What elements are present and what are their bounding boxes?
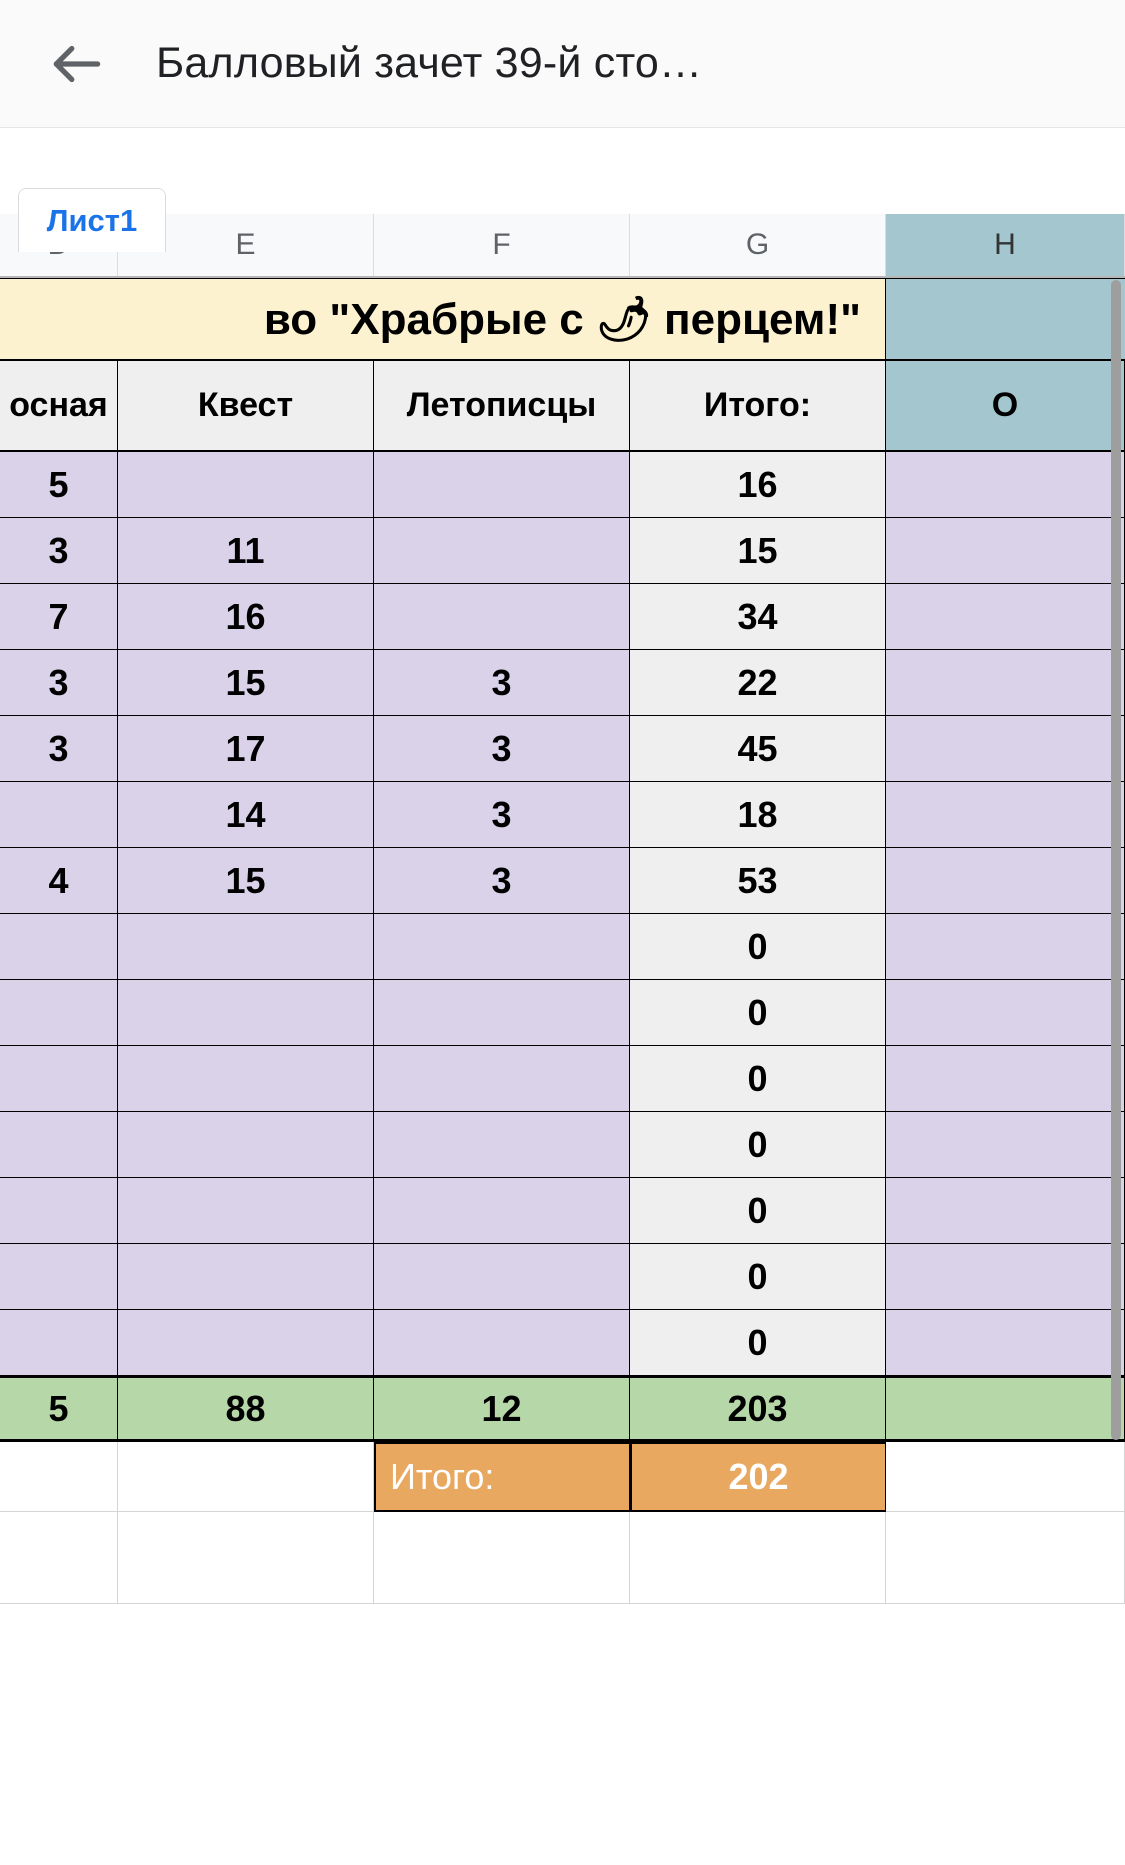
cell-e[interactable]: 17: [118, 716, 374, 782]
cell-h[interactable]: [886, 848, 1125, 914]
cell-g[interactable]: 0: [630, 1046, 886, 1112]
empty-cell-h[interactable]: [886, 1512, 1125, 1604]
table-header-h[interactable]: О: [886, 360, 1125, 452]
blank-cell-e[interactable]: [118, 1442, 374, 1512]
empty-cell-d[interactable]: [0, 1512, 118, 1604]
cell-g[interactable]: 34: [630, 584, 886, 650]
cell-f[interactable]: [374, 914, 630, 980]
cell-d[interactable]: 7: [0, 584, 118, 650]
cell-h[interactable]: [886, 1046, 1125, 1112]
table-row[interactable]: [0, 1310, 1125, 1376]
blank-cell-h[interactable]: [886, 1442, 1125, 1512]
cell-h[interactable]: [886, 1244, 1125, 1310]
table-row[interactable]: [0, 848, 1125, 914]
sheet-tab-strip: [0, 128, 1125, 238]
cell-d[interactable]: 5: [0, 452, 118, 518]
cell-e[interactable]: 14: [118, 782, 374, 848]
cell-f[interactable]: [374, 980, 630, 1046]
cell-e[interactable]: [118, 914, 374, 980]
grand-total-row[interactable]: [0, 1442, 1125, 1512]
cell-g[interactable]: 0: [630, 1112, 886, 1178]
cell-e[interactable]: [118, 1046, 374, 1112]
banner-title[interactable]: во "Храбрые с 🌶 перцем!": [0, 278, 886, 360]
cell-e[interactable]: [118, 452, 374, 518]
cell-d[interactable]: 3: [0, 518, 118, 584]
cell-g[interactable]: 53: [630, 848, 886, 914]
blank-cell-d[interactable]: [0, 1442, 118, 1512]
page-title: Балловый зачет 39-й сто…: [156, 39, 703, 87]
cell-e[interactable]: [118, 1112, 374, 1178]
sum-cell-e[interactable]: 88: [118, 1376, 374, 1442]
cell-e[interactable]: 15: [118, 650, 374, 716]
cell-h[interactable]: [886, 1112, 1125, 1178]
empty-cell-g[interactable]: [630, 1512, 886, 1604]
column-header-f[interactable]: F: [374, 214, 630, 276]
cell-h[interactable]: [886, 914, 1125, 980]
table-row[interactable]: [0, 1178, 1125, 1244]
column-header-g[interactable]: G: [630, 214, 886, 276]
cell-e[interactable]: 16: [118, 584, 374, 650]
table-row[interactable]: [0, 1046, 1125, 1112]
cell-e[interactable]: [118, 1310, 374, 1376]
cell-g[interactable]: 0: [630, 1310, 886, 1376]
table-header-letopistsy[interactable]: Летописцы: [374, 360, 630, 452]
cell-h[interactable]: [886, 716, 1125, 782]
cell-f[interactable]: [374, 584, 630, 650]
cell-g[interactable]: 22: [630, 650, 886, 716]
table-header-d[interactable]: осная: [0, 360, 118, 452]
empty-cell-f[interactable]: [374, 1512, 630, 1604]
cell-h[interactable]: [886, 1178, 1125, 1244]
cell-d[interactable]: [0, 782, 118, 848]
cell-d[interactable]: [0, 1046, 118, 1112]
cell-h[interactable]: [886, 1310, 1125, 1376]
cell-f[interactable]: [374, 518, 630, 584]
cell-f[interactable]: [374, 452, 630, 518]
cell-f[interactable]: 3: [374, 782, 630, 848]
cell-d[interactable]: 3: [0, 716, 118, 782]
column-header-e[interactable]: E: [118, 214, 374, 276]
cell-f[interactable]: [374, 1112, 630, 1178]
cell-g[interactable]: 0: [630, 1244, 886, 1310]
arrow-left-icon: [46, 33, 108, 95]
spreadsheet-grid[interactable]: [0, 214, 1125, 1865]
cell-f[interactable]: 3: [374, 650, 630, 716]
cell-g[interactable]: 16: [630, 452, 886, 518]
sum-cell-d[interactable]: 5: [0, 1376, 118, 1442]
cell-d[interactable]: 4: [0, 848, 118, 914]
back-button[interactable]: [40, 27, 114, 101]
cell-d[interactable]: [0, 1310, 118, 1376]
empty-row[interactable]: [0, 1512, 1125, 1604]
cell-h[interactable]: [886, 584, 1125, 650]
banner-row: [0, 278, 1125, 360]
cell-g[interactable]: 0: [630, 914, 886, 980]
empty-cell-e[interactable]: [118, 1512, 374, 1604]
cell-h[interactable]: [886, 650, 1125, 716]
cell-d[interactable]: 3: [0, 650, 118, 716]
cell-h[interactable]: [886, 518, 1125, 584]
table-row[interactable]: [0, 452, 1125, 518]
column-header-h[interactable]: H: [886, 214, 1125, 276]
vertical-scrollbar[interactable]: [1111, 280, 1121, 1440]
sum-cell-h[interactable]: [886, 1376, 1125, 1442]
cell-f[interactable]: [374, 1310, 630, 1376]
sum-cell-f[interactable]: 12: [374, 1376, 630, 1442]
cell-f[interactable]: 3: [374, 716, 630, 782]
table-header-row: [0, 360, 1125, 452]
banner-right-gap: [886, 278, 1125, 360]
table-row[interactable]: [0, 782, 1125, 848]
cell-d[interactable]: [0, 1244, 118, 1310]
table-row[interactable]: [0, 1244, 1125, 1310]
cell-f[interactable]: [374, 1178, 630, 1244]
cell-d[interactable]: [0, 980, 118, 1046]
cell-h[interactable]: [886, 452, 1125, 518]
cell-e[interactable]: [118, 980, 374, 1046]
cell-e[interactable]: [118, 1178, 374, 1244]
table-row[interactable]: [0, 716, 1125, 782]
cell-f[interactable]: 3: [374, 848, 630, 914]
table-header-kvest[interactable]: Квест: [118, 360, 374, 452]
sum-row[interactable]: [0, 1376, 1125, 1442]
table-row[interactable]: [0, 584, 1125, 650]
app-bar: [0, 0, 1125, 128]
column-header-row: [0, 214, 1125, 278]
cell-g[interactable]: 18: [630, 782, 886, 848]
cell-e[interactable]: 15: [118, 848, 374, 914]
cell-h[interactable]: [886, 782, 1125, 848]
cell-f[interactable]: [374, 1046, 630, 1112]
sheet-tab-list1[interactable]: Лист1: [18, 188, 166, 252]
cell-g[interactable]: 15: [630, 518, 886, 584]
cell-d[interactable]: [0, 1178, 118, 1244]
cell-e[interactable]: 11: [118, 518, 374, 584]
grand-total-label[interactable]: Итого:: [374, 1442, 630, 1512]
table-header-itogo[interactable]: Итого:: [630, 360, 886, 452]
table-row[interactable]: [0, 518, 1125, 584]
table-row[interactable]: [0, 914, 1125, 980]
grand-total-value[interactable]: 202: [630, 1442, 886, 1512]
cell-g[interactable]: 45: [630, 716, 886, 782]
table-row[interactable]: [0, 650, 1125, 716]
table-row[interactable]: [0, 980, 1125, 1046]
cell-e[interactable]: [118, 1244, 374, 1310]
cell-d[interactable]: [0, 914, 118, 980]
cell-g[interactable]: 0: [630, 1178, 886, 1244]
cell-h[interactable]: [886, 980, 1125, 1046]
cell-d[interactable]: [0, 1112, 118, 1178]
sum-cell-g[interactable]: 203: [630, 1376, 886, 1442]
cell-g[interactable]: 0: [630, 980, 886, 1046]
table-row[interactable]: [0, 1112, 1125, 1178]
cell-f[interactable]: [374, 1244, 630, 1310]
